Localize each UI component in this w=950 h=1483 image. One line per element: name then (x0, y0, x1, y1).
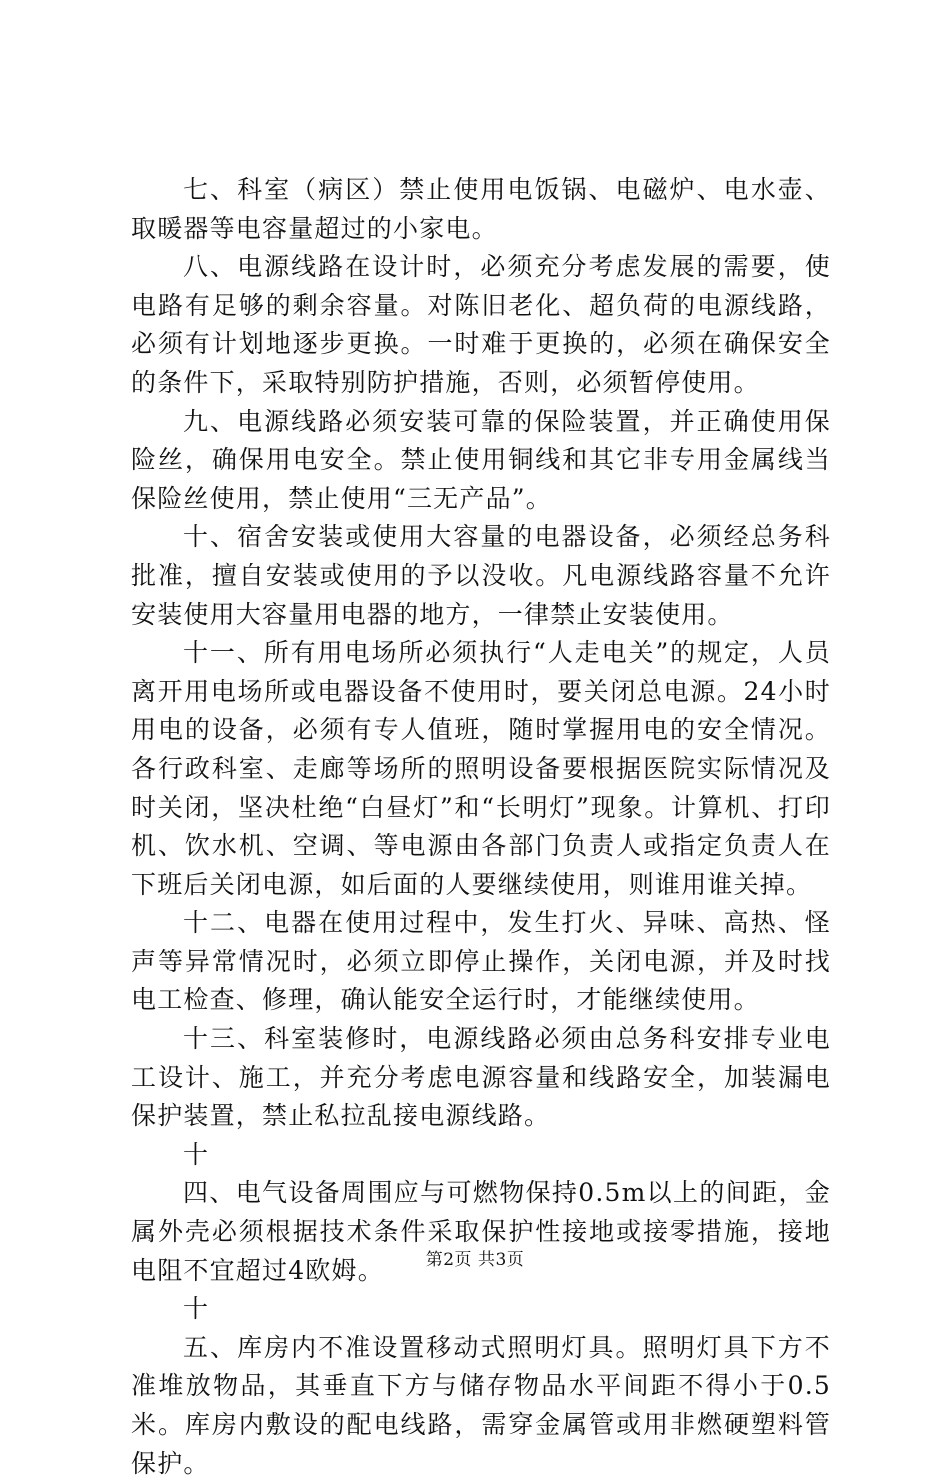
paragraph-13: 十三、科室装修时，电源线路必须由总务科安排专业电工设计、施工，并充分考虑电源容量和线路安全，加装漏电保护装置，禁止私拉乱接电源线路。 (131, 1024, 831, 1131)
paragraph-9: 九、电源线路必须安装可靠的保险装置，并正确使用保险丝，确保用电安全。禁止使用铜线和其它非专用金属线当保险丝使用，禁止使用“三无产品”。 (131, 406, 831, 513)
paragraph-7: 七、科室（病区）禁止使用电饭锅、电磁炉、电水壶、取暖器等电容量超过的小家电。 (131, 175, 831, 243)
paragraph-14: 四、电气设备周围应与可燃物保持0.5m以上的间距，金属外壳必须根据技术条件采取保护性接地或接零措施，接地电阻不宜超过4欧姆。 (131, 1178, 831, 1285)
paragraph-8: 八、电源线路在设计时，必须充分考虑发展的需要，使电路有足够的剩余容量。对陈旧老化、超负荷的电源线路，必须有计划地逐步更换。一时难于更换的，必须在确保安全的条件下，采取特别防护措施，否则，必须暂停使用。 (131, 252, 831, 397)
paragraph-15-prefix: 十 (183, 1294, 210, 1324)
page-number-footer: 第2页 共3页 (425, 1250, 525, 1270)
paragraph-10: 十、宿舍安装或使用大容量的电器设备，必须经总务科批准，擅自安装或使用的予以没收。凡电源线路容量不允许安装使用大容量用电器的地方，一律禁止安装使用。 (131, 522, 831, 629)
paragraph-12: 十二、电器在使用过程中，发生打火、异味、高热、怪声等异常情况时，必须立即停止操作，关闭电源，并及时找电工检查、修理，确认能安全运行时，才能继续使用。 (131, 908, 831, 1015)
paragraph-15: 五、库房内不准设置移动式照明灯具。照明灯具下方不准堆放物品，其垂直下方与储存物品水平间距不得小于0.5米。库房内敷设的配电线路，需穿金属管或用非燃硬塑料管保护。 (131, 1332, 831, 1478)
paragraph-11: 十一、所有用电场所必须执行“人走电关”的规定，人员离开用电场所或电器设备不使用时，要关闭总电源。24小时用电的设备，必须有专人值班，随时掌握用电的安全情况。各行政科室、走廊等场所的照明设备要根据医院实际情况及时关闭，坚决杜绝“白昼灯”和“长明灯”现象。计算机、打印机、饮水机、空调、等电源由各部门负责人或指定负责人在下班后关闭电源，如后面的人要继续使用，则谁用谁关掉。 (131, 638, 831, 899)
paragraph-14-prefix: 十 (183, 1139, 210, 1169)
document-body (131, 171, 831, 1483)
